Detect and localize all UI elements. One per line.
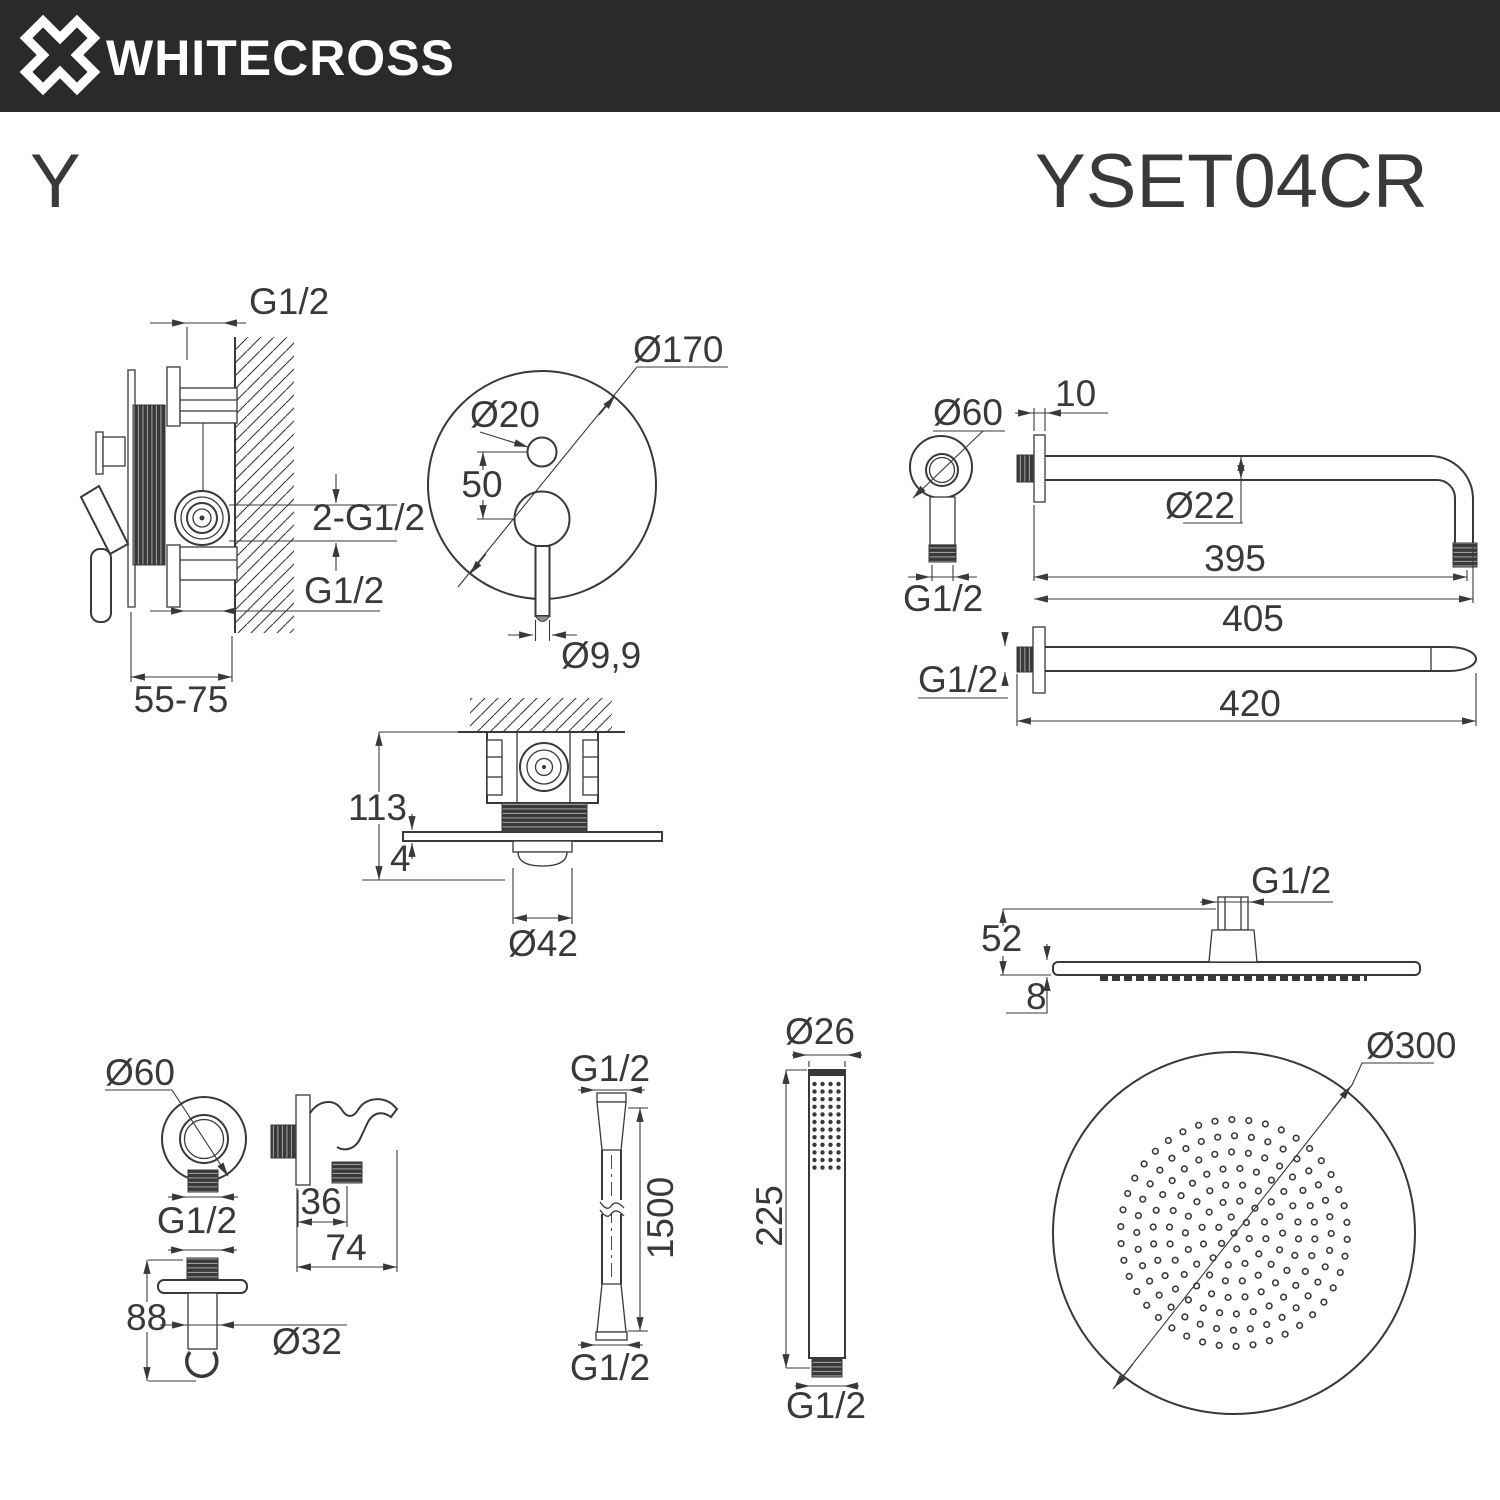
dim-outlet-pipe: Ø32 [272,1321,342,1362]
dim-diverter-diameter: Ø20 [470,394,540,435]
dim-arm-pipe-diameter: Ø22 [1165,485,1235,526]
dim-knob-diameter: Ø42 [508,923,578,964]
wall-hatch [236,337,294,633]
drawing-wall-outlet [105,1052,397,1381]
dim-thread-top: G1/2 [249,281,330,322]
arm-escutcheon [910,436,972,498]
holder-plate [296,1095,310,1185]
arm-thread-end [929,545,956,562]
model-code: YSET04CR [1035,139,1428,224]
dim-head-thread: G1/2 [1251,860,1332,901]
lever-handle [536,546,550,616]
lever-base [515,492,570,547]
dim-outlet-height: 88 [126,1297,168,1338]
drawing-shower-arm [903,373,1477,726]
dim-lever-diameter: Ø9,9 [561,635,642,676]
dim-head-height: 52 [981,918,1023,959]
dim-head-diameter: Ø300 [1366,1025,1457,1066]
dim-arm-length: 395 [1204,538,1266,579]
dim-arm-total-length: 405 [1222,598,1284,639]
dim-arm-plate: 10 [1055,373,1097,414]
handset-holder [310,1099,397,1149]
dim-arm-thread-wall: G1/2 [918,659,999,700]
drawing-mixer-front-view [428,329,728,676]
head-face [1053,1052,1415,1414]
dim-straight-arm-length: 420 [1219,683,1281,724]
dim-hand-length: 225 [749,1185,790,1247]
drawing-hose [570,1048,681,1388]
dim-section-depth: 113 [348,787,407,828]
drawing-valve-section [346,698,662,964]
dim-mount-depth: 55-75 [133,679,229,720]
head-nozzles [1118,1117,1350,1349]
drawing-mixer-side-view [81,281,425,720]
drawing-head-side-view [978,860,1420,1017]
dim-center-spacing: 50 [461,464,503,505]
arm-wall-flange [1034,435,1045,502]
dim-thread-bottom: G1/2 [304,570,385,611]
dim-outlet-thread: G1/2 [156,1200,238,1241]
dim-outlet-depth: 74 [325,1227,367,1268]
mixer-ribbed-body [133,405,165,565]
mixer-lever [81,486,128,554]
drawing-head-top-view [1053,1025,1457,1414]
brand-name: WHITECROSS [106,30,455,86]
dim-arm-escutcheon: Ø60 [933,392,1003,433]
series-title: Y [30,139,81,224]
knob-dome [518,852,567,866]
diverter-button [528,438,557,467]
arm-pipe [1045,456,1473,543]
finish-plate [403,832,662,841]
holder-hook [187,1352,217,1376]
valve-collar [502,803,587,833]
dim-hose-thread-bottom: G1/2 [569,1347,651,1388]
header [0,0,1500,112]
dim-hose-thread-top: G1/2 [569,1048,651,1089]
dim-threads-center: 2-G1/2 [312,497,426,538]
ceiling-hatch [470,698,612,732]
drawing-hand-shower [749,1011,866,1426]
dim-arm-thread-end: G1/2 [903,578,984,619]
dim-outlet-escutcheon: Ø60 [105,1052,175,1093]
dim-plate-thickness: 4 [390,838,411,879]
dim-hose-length: 1500 [640,1176,681,1260]
dim-outlet-offset: 36 [300,1181,342,1222]
diverter-knob [103,437,125,466]
dim-hand-thread: G1/2 [785,1385,867,1426]
dim-plate-diameter: Ø170 [633,329,724,370]
dim-head-thickness: 8 [1026,976,1047,1017]
head-disc [1053,962,1420,975]
dim-hand-diameter: Ø26 [785,1011,855,1052]
